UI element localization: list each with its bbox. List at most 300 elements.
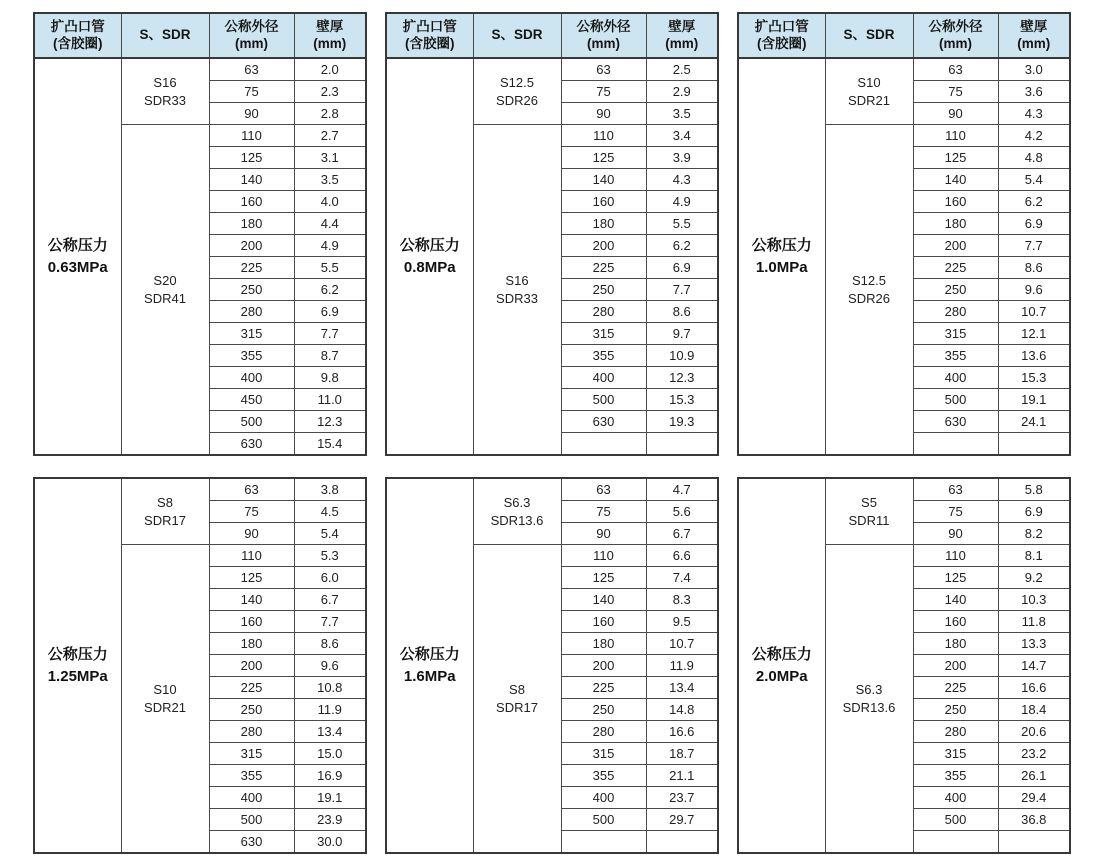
od-cell: 140 <box>913 589 998 611</box>
wt-cell: 10.7 <box>998 301 1070 323</box>
wt-cell: 6.9 <box>998 213 1070 235</box>
od-cell: 400 <box>209 367 294 389</box>
wt-cell: 20.6 <box>998 721 1070 743</box>
od-cell: 400 <box>913 367 998 389</box>
wt-cell <box>998 831 1070 854</box>
pressure-cell <box>34 58 121 455</box>
od-cell: 250 <box>561 699 646 721</box>
od-cell: 225 <box>209 677 294 699</box>
wt-cell: 2.9 <box>646 81 718 103</box>
cell-line-1: 公称压力 <box>47 236 108 254</box>
od-cell: 355 <box>913 765 998 787</box>
od-cell: 280 <box>561 301 646 323</box>
tables-grid <box>33 12 1100 854</box>
wt-cell: 15.0 <box>294 743 366 765</box>
wt-cell: 7.7 <box>294 611 366 633</box>
header-row <box>34 13 366 58</box>
table-row <box>34 58 366 81</box>
od-cell: 200 <box>561 235 646 257</box>
sdr-group-cell <box>121 545 209 854</box>
od-cell: 315 <box>561 743 646 765</box>
wt-cell: 11.9 <box>294 699 366 721</box>
od-cell: 200 <box>209 655 294 677</box>
od-cell: 180 <box>561 213 646 235</box>
wt-cell: 7.7 <box>294 323 366 345</box>
cell-line-2: 1.25MPa <box>47 667 108 685</box>
od-cell: 355 <box>913 345 998 367</box>
cell-line-2: 0.63MPa <box>47 258 108 276</box>
cell-line-1: 公称压力 <box>399 236 460 254</box>
od-cell: 250 <box>913 279 998 301</box>
cell-line-2: (含胶圈) <box>53 35 103 51</box>
cell-line-1: 公称压力 <box>751 645 812 663</box>
table-row <box>34 478 366 501</box>
wt-cell: 6.7 <box>294 589 366 611</box>
wt-cell: 14.7 <box>998 655 1070 677</box>
header-socket-col <box>34 13 121 58</box>
od-cell <box>561 433 646 456</box>
od-cell: 110 <box>561 545 646 567</box>
cell-line-1: 壁厚 <box>1020 19 1048 35</box>
od-cell: 160 <box>561 611 646 633</box>
wt-cell: 6.6 <box>646 545 718 567</box>
wt-cell: 9.5 <box>646 611 718 633</box>
wt-cell: 3.1 <box>294 147 366 169</box>
od-cell: 160 <box>913 191 998 213</box>
od-cell: 630 <box>209 433 294 456</box>
od-cell: 180 <box>913 633 998 655</box>
od-cell: 180 <box>209 213 294 235</box>
wt-cell: 16.6 <box>646 721 718 743</box>
wt-cell: 15.4 <box>294 433 366 456</box>
spec-table-3 <box>737 12 1071 456</box>
cell-line-2: SDR26 <box>496 92 538 108</box>
table-body <box>34 478 366 853</box>
wt-cell: 3.9 <box>646 147 718 169</box>
wt-cell: 8.1 <box>998 545 1070 567</box>
od-cell <box>913 831 998 854</box>
od-cell: 140 <box>209 169 294 191</box>
wt-cell: 26.1 <box>998 765 1070 787</box>
cell-line-1: 扩凸口管 <box>754 19 809 35</box>
cell-line-2: SDR13.6 <box>842 699 896 715</box>
wt-cell: 6.0 <box>294 567 366 589</box>
od-cell: 75 <box>913 81 998 103</box>
sdr-group-cell <box>825 125 913 456</box>
table-header <box>738 13 1070 58</box>
cell-line-2: SDR33 <box>496 290 538 306</box>
od-cell <box>561 831 646 854</box>
cell-line-2: (mm) <box>587 35 620 51</box>
od-cell: 90 <box>209 103 294 125</box>
wt-cell: 19.1 <box>998 389 1070 411</box>
wt-cell: 10.3 <box>998 589 1070 611</box>
od-cell: 63 <box>209 478 294 501</box>
od-cell: 75 <box>209 81 294 103</box>
cell-line-1: S8 <box>509 681 525 697</box>
cell-line-1: S16 <box>153 74 177 90</box>
od-cell: 315 <box>209 743 294 765</box>
od-cell: 140 <box>561 169 646 191</box>
cell-line-1: S8 <box>157 494 173 510</box>
cell-line-2: 2.0MPa <box>755 667 808 685</box>
cell-line-1: 公称压力 <box>751 236 812 254</box>
wt-cell: 14.8 <box>646 699 718 721</box>
header-od-col <box>209 13 294 58</box>
cell-line-1: 扩凸口管 <box>402 19 457 35</box>
od-cell: 200 <box>913 655 998 677</box>
wt-cell: 13.6 <box>998 345 1070 367</box>
wt-cell <box>646 831 718 854</box>
wt-cell: 9.8 <box>294 367 366 389</box>
table-row <box>386 478 718 501</box>
od-cell: 75 <box>209 501 294 523</box>
sdr-group-cell <box>825 545 913 854</box>
cell-line-1: S10 <box>153 681 177 697</box>
wt-cell: 4.8 <box>998 147 1070 169</box>
header-row <box>738 13 1070 58</box>
wt-cell: 19.3 <box>646 411 718 433</box>
cell-line-2: SDR17 <box>496 699 538 715</box>
od-cell: 180 <box>913 213 998 235</box>
header-od-col <box>561 13 646 58</box>
wt-cell: 24.1 <box>998 411 1070 433</box>
table-body <box>386 478 718 853</box>
wt-cell: 2.8 <box>294 103 366 125</box>
wt-cell: 12.1 <box>998 323 1070 345</box>
od-cell: 225 <box>913 257 998 279</box>
cell-line-1: S5 <box>861 494 877 510</box>
cell-line-1: S16 <box>505 272 529 288</box>
cell-line-1: 扩凸口管 <box>50 19 105 35</box>
od-cell: 140 <box>561 589 646 611</box>
cell-line-2: SDR13.6 <box>490 512 544 528</box>
od-cell: 630 <box>209 831 294 854</box>
od-cell: 90 <box>561 523 646 545</box>
sdr-group-cell <box>473 545 561 854</box>
cell-line-1: S6.3 <box>503 494 531 510</box>
od-cell: 160 <box>209 191 294 213</box>
od-cell: 200 <box>913 235 998 257</box>
wt-cell: 3.8 <box>294 478 366 501</box>
od-cell: 125 <box>913 147 998 169</box>
od-cell <box>913 433 998 456</box>
wt-cell: 11.9 <box>646 655 718 677</box>
wt-cell: 8.2 <box>998 523 1070 545</box>
od-cell: 125 <box>561 147 646 169</box>
cell-line-2: (含胶圈) <box>757 35 807 51</box>
od-cell: 500 <box>561 389 646 411</box>
wt-cell: 2.7 <box>294 125 366 147</box>
od-cell: 125 <box>913 567 998 589</box>
od-cell: 200 <box>561 655 646 677</box>
od-cell: 250 <box>209 279 294 301</box>
spec-table-4 <box>33 477 367 854</box>
header-od-col <box>913 13 998 58</box>
wt-cell: 5.3 <box>294 545 366 567</box>
od-cell: 110 <box>209 545 294 567</box>
header-sdr-col: S、SDR <box>121 13 209 58</box>
header-sdr-col: S、SDR <box>473 13 561 58</box>
wt-cell: 2.0 <box>294 58 366 81</box>
wt-cell: 6.9 <box>998 501 1070 523</box>
od-cell: 140 <box>209 589 294 611</box>
od-cell: 630 <box>913 411 998 433</box>
od-cell: 90 <box>913 523 998 545</box>
wt-cell: 4.3 <box>998 103 1070 125</box>
od-cell: 630 <box>561 411 646 433</box>
wt-cell: 2.5 <box>646 58 718 81</box>
cell-line-2: (含胶圈) <box>405 35 455 51</box>
od-cell: 75 <box>913 501 998 523</box>
wt-cell: 9.6 <box>294 655 366 677</box>
cell-line-2: SDR21 <box>144 699 186 715</box>
wt-cell: 5.5 <box>646 213 718 235</box>
sdr-group-cell <box>473 125 561 456</box>
od-cell: 160 <box>913 611 998 633</box>
wt-cell: 5.4 <box>998 169 1070 191</box>
cell-line-2: SDR11 <box>848 512 890 528</box>
od-cell: 75 <box>561 501 646 523</box>
od-cell: 110 <box>209 125 294 147</box>
od-cell: 225 <box>209 257 294 279</box>
pressure-cell <box>386 58 473 455</box>
od-cell: 225 <box>913 677 998 699</box>
wt-cell <box>646 433 718 456</box>
header-sdr-col: S、SDR <box>825 13 913 58</box>
wt-cell: 23.2 <box>998 743 1070 765</box>
od-cell: 400 <box>561 787 646 809</box>
od-cell: 280 <box>209 721 294 743</box>
wt-cell: 16.9 <box>294 765 366 787</box>
od-cell: 315 <box>913 323 998 345</box>
wt-cell: 10.9 <box>646 345 718 367</box>
od-cell: 90 <box>913 103 998 125</box>
table-header <box>386 13 718 58</box>
od-cell: 110 <box>913 545 998 567</box>
wt-cell: 12.3 <box>646 367 718 389</box>
od-cell: 250 <box>561 279 646 301</box>
wt-cell: 8.3 <box>646 589 718 611</box>
od-cell: 160 <box>561 191 646 213</box>
cell-line-1: S12.5 <box>852 272 886 288</box>
od-cell: 250 <box>209 699 294 721</box>
od-cell: 63 <box>913 478 998 501</box>
od-cell: 500 <box>209 809 294 831</box>
wt-cell: 9.2 <box>998 567 1070 589</box>
wt-cell: 4.9 <box>646 191 718 213</box>
od-cell: 355 <box>561 345 646 367</box>
wt-cell: 23.7 <box>646 787 718 809</box>
od-cell: 400 <box>209 787 294 809</box>
od-cell: 500 <box>913 389 998 411</box>
sdr-group-cell <box>825 58 913 125</box>
pressure-cell <box>34 478 121 853</box>
od-cell: 125 <box>561 567 646 589</box>
od-cell: 110 <box>913 125 998 147</box>
table-header <box>34 13 366 58</box>
wt-cell: 2.3 <box>294 81 366 103</box>
od-cell: 280 <box>209 301 294 323</box>
cell-line-2: 1.0MPa <box>755 258 808 276</box>
od-cell: 400 <box>561 367 646 389</box>
wt-cell: 4.9 <box>294 235 366 257</box>
cell-line-2: 1.6MPa <box>403 667 456 685</box>
wt-cell: 3.6 <box>998 81 1070 103</box>
wt-cell: 21.1 <box>646 765 718 787</box>
wt-cell: 3.5 <box>294 169 366 191</box>
od-cell: 355 <box>209 345 294 367</box>
wt-cell: 6.9 <box>646 257 718 279</box>
cell-line-2: (mm) <box>939 35 972 51</box>
cell-line-1: S12.5 <box>500 74 534 90</box>
cell-line-1: 壁厚 <box>316 19 344 35</box>
spec-table-6 <box>737 477 1071 854</box>
wt-cell: 5.4 <box>294 523 366 545</box>
wt-cell: 6.7 <box>646 523 718 545</box>
od-cell: 180 <box>209 633 294 655</box>
table-body <box>34 58 366 455</box>
wt-cell: 18.4 <box>998 699 1070 721</box>
od-cell: 225 <box>561 257 646 279</box>
wt-cell: 3.4 <box>646 125 718 147</box>
od-cell: 180 <box>561 633 646 655</box>
od-cell: 200 <box>209 235 294 257</box>
wt-cell: 15.3 <box>646 389 718 411</box>
sdr-group-cell <box>473 478 561 545</box>
pressure-cell <box>738 58 825 455</box>
wt-cell: 30.0 <box>294 831 366 854</box>
wt-cell: 11.8 <box>998 611 1070 633</box>
wt-cell: 6.2 <box>998 191 1070 213</box>
od-cell: 315 <box>561 323 646 345</box>
table-row <box>738 478 1070 501</box>
table-body <box>738 58 1070 455</box>
wt-cell: 4.0 <box>294 191 366 213</box>
od-cell: 280 <box>913 301 998 323</box>
wt-cell: 15.3 <box>998 367 1070 389</box>
table-row <box>386 58 718 81</box>
wt-cell: 7.4 <box>646 567 718 589</box>
wt-cell: 10.8 <box>294 677 366 699</box>
spec-table-5 <box>385 477 719 854</box>
wt-cell: 23.9 <box>294 809 366 831</box>
wt-cell: 3.5 <box>646 103 718 125</box>
wt-cell: 5.5 <box>294 257 366 279</box>
wt-cell: 36.8 <box>998 809 1070 831</box>
wt-cell: 4.5 <box>294 501 366 523</box>
od-cell: 225 <box>561 677 646 699</box>
wt-cell <box>998 433 1070 456</box>
od-cell: 90 <box>561 103 646 125</box>
wt-cell: 18.7 <box>646 743 718 765</box>
wt-cell: 6.9 <box>294 301 366 323</box>
wt-cell: 29.4 <box>998 787 1070 809</box>
od-cell: 400 <box>913 787 998 809</box>
cell-line-2: (mm) <box>665 35 699 51</box>
od-cell: 110 <box>561 125 646 147</box>
wt-cell: 16.6 <box>998 677 1070 699</box>
wt-cell: 10.7 <box>646 633 718 655</box>
wt-cell: 13.4 <box>294 721 366 743</box>
spec-table-1 <box>33 12 367 456</box>
wt-cell: 8.7 <box>294 345 366 367</box>
cell-line-2: SDR26 <box>848 290 890 306</box>
od-cell: 90 <box>209 523 294 545</box>
cell-line-2: SDR21 <box>848 92 890 108</box>
od-cell: 63 <box>913 58 998 81</box>
sdr-group-cell <box>473 58 561 125</box>
wt-cell: 11.0 <box>294 389 366 411</box>
wt-cell: 5.8 <box>998 478 1070 501</box>
cell-line-1: 公称外径 <box>576 19 631 35</box>
wt-cell: 8.6 <box>998 257 1070 279</box>
table-body <box>738 478 1070 853</box>
wt-cell: 19.1 <box>294 787 366 809</box>
cell-line-2: (mm) <box>235 35 268 51</box>
wt-cell: 7.7 <box>646 279 718 301</box>
sdr-group-cell <box>121 478 209 545</box>
od-cell: 500 <box>561 809 646 831</box>
od-cell: 63 <box>209 58 294 81</box>
pressure-cell <box>738 478 825 853</box>
table-body <box>386 58 718 455</box>
od-cell: 280 <box>561 721 646 743</box>
cell-line-1: 壁厚 <box>668 19 696 35</box>
cell-line-2: SDR41 <box>144 290 186 306</box>
od-cell: 500 <box>913 809 998 831</box>
od-cell: 160 <box>209 611 294 633</box>
od-cell: 125 <box>209 567 294 589</box>
sdr-group-cell <box>121 125 209 456</box>
cell-line-2: SDR17 <box>144 512 186 528</box>
cell-line-1: 公称压力 <box>399 645 460 663</box>
cell-line-2: SDR33 <box>144 92 186 108</box>
header-row <box>386 13 718 58</box>
od-cell: 315 <box>913 743 998 765</box>
cell-line-1: 公称外径 <box>928 19 983 35</box>
sdr-group-cell <box>825 478 913 545</box>
header-wt-col <box>998 13 1070 58</box>
cell-line-2: (mm) <box>313 35 347 51</box>
cell-line-2: 0.8MPa <box>403 258 456 276</box>
wt-cell: 3.0 <box>998 58 1070 81</box>
od-cell: 63 <box>561 478 646 501</box>
wt-cell: 6.2 <box>294 279 366 301</box>
wt-cell: 4.3 <box>646 169 718 191</box>
header-wt-col <box>646 13 718 58</box>
wt-cell: 13.4 <box>646 677 718 699</box>
cell-line-1: S10 <box>857 74 881 90</box>
header-wt-col <box>294 13 366 58</box>
header-socket-col <box>738 13 825 58</box>
wt-cell: 6.2 <box>646 235 718 257</box>
wt-cell: 9.7 <box>646 323 718 345</box>
wt-cell: 8.6 <box>294 633 366 655</box>
wt-cell: 12.3 <box>294 411 366 433</box>
od-cell: 355 <box>209 765 294 787</box>
wt-cell: 29.7 <box>646 809 718 831</box>
od-cell: 250 <box>913 699 998 721</box>
wt-cell: 5.6 <box>646 501 718 523</box>
wt-cell: 4.2 <box>998 125 1070 147</box>
header-socket-col <box>386 13 473 58</box>
wt-cell: 4.4 <box>294 213 366 235</box>
od-cell: 355 <box>561 765 646 787</box>
od-cell: 63 <box>561 58 646 81</box>
od-cell: 315 <box>209 323 294 345</box>
table-row <box>738 58 1070 81</box>
